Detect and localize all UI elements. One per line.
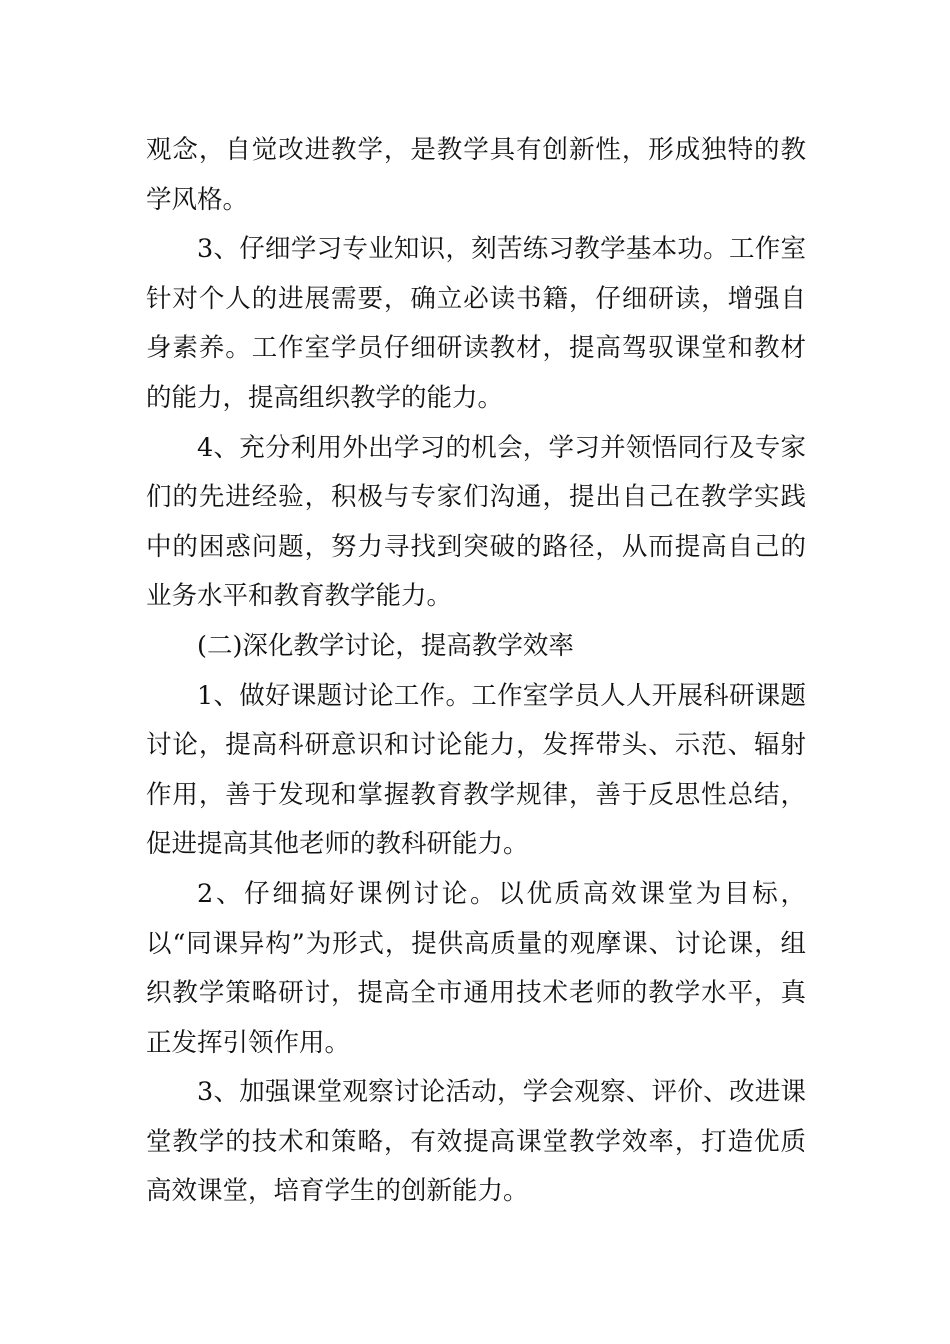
paragraph-item-1-research: 1、做好课题讨论工作。工作室学员人人开展科研课题讨论，提高科研意识和讨论能力，发挥带头、示范、辐射作用，善于发现和掌握教育教学规律，善于反思性总结，促进提高其他老师的教科研能力。 — [146, 680, 806, 860]
paragraph-item-2-lesson-study: 2、仔细搞好课例讨论。以优质高效课堂为目标，以“同课异构”为形式，提供高质量的观摩课、讨论课，组织教学策略研讨，提高全市通用技术老师的教学水平，真正发挥引领作用。 — [146, 878, 806, 1058]
paragraph-item-3-classroom-observation: 3、加强课堂观察讨论活动，学会观察、评价、改进课堂教学的技术和策略，有效提高课堂教学效率，打造优质高效课堂，培育学生的创新能力。 — [146, 1077, 806, 1207]
document-body — [146, 126, 806, 1217]
paragraph-item-3-study: 3、仔细学习专业知识，刻苦练习教学基本功。工作室针对个人的进展需要，确立必读书籍，仔细研读，增强自身素养。工作室学员仔细研读教材，提高驾驭课堂和教材的能力，提高组织教学的能力。 — [146, 234, 806, 413]
section-heading: (二)深化教学讨论，提高教学效率 — [197, 630, 574, 661]
paragraph-continuation: 观念，自觉改进教学，是教学具有创新性，形成独特的教学风格。 — [146, 135, 806, 215]
paragraph-item-4-outside-learning: 4、充分利用外出学习的机会，学习并领悟同行及专家们的先进经验，积极与专家们沟通，提出自己在教学实践中的困惑问题，努力寻找到突破的路径，从而提高自己的业务水平和教育教学能力。 — [146, 432, 806, 612]
